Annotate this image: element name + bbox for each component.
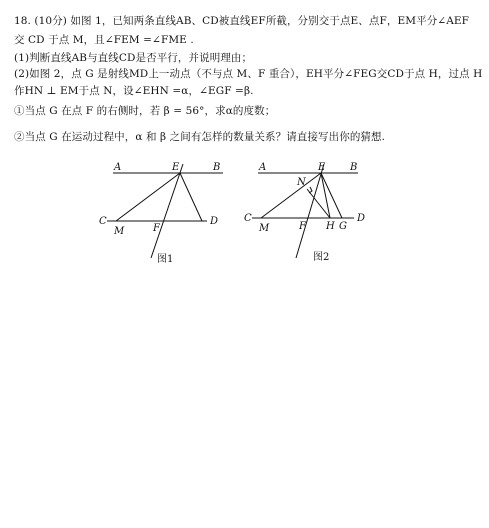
- figure-1-caption: 图1: [157, 254, 174, 265]
- question-sub-1: ①当点 G 在点 F 的右侧时，若 β = 56°，求α的度数；: [14, 105, 276, 117]
- figure-1: [95, 158, 230, 266]
- label-a: A: [114, 162, 122, 173]
- segment-eh: [321, 173, 330, 218]
- label-d: D: [210, 216, 219, 227]
- label-b: B: [213, 162, 221, 173]
- label-c: C: [99, 216, 107, 227]
- line-ef: [151, 164, 183, 258]
- label-f: F: [299, 221, 306, 232]
- label-f: F: [153, 223, 160, 234]
- question-part-2-line-2: 作HN ⊥ EM于点 N，设∠EHN =α，∠EGF =β.: [14, 85, 254, 97]
- segment-hn: [307, 189, 330, 218]
- figure-2: [240, 158, 380, 266]
- label-b: B: [350, 162, 358, 173]
- segment-em: [116, 173, 180, 221]
- label-h: H: [326, 221, 335, 232]
- label-e: E: [172, 162, 180, 173]
- label-c: C: [244, 213, 252, 224]
- question-line-2: 交 CD 于点 M，且∠FEM =∠FME .: [14, 34, 194, 46]
- label-e: E: [318, 162, 326, 173]
- label-m: M: [114, 226, 125, 237]
- question-line-1: 18. (10分) 如图 1，已知两条直线AB、CD被直线EF所截，分别交于点E、点F，EM平分∠AEF: [14, 15, 470, 27]
- segment-extra: [180, 173, 202, 221]
- label-n: N: [297, 177, 306, 188]
- label-d: D: [357, 213, 366, 224]
- question-sub-2: ②当点 G 在运动过程中，α 和 β 之间有怎样的数量关系？请直接写出你的猜想.: [14, 131, 386, 143]
- right-angle-mark: [309, 187, 312, 193]
- label-m: M: [259, 223, 270, 234]
- label-a: A: [259, 162, 267, 173]
- question-part-2-line-1: (2)如图 2，点 G 是射线MD上一动点（不与点 M、F 重合），EH平分∠FEG交CD于点 H，过点 H: [14, 68, 483, 80]
- label-g: G: [339, 221, 347, 232]
- figure-2-caption: 图2: [313, 252, 330, 263]
- question-part-1: (1)判断直线AB与直线CD是否平行，并说明理由；: [14, 52, 253, 64]
